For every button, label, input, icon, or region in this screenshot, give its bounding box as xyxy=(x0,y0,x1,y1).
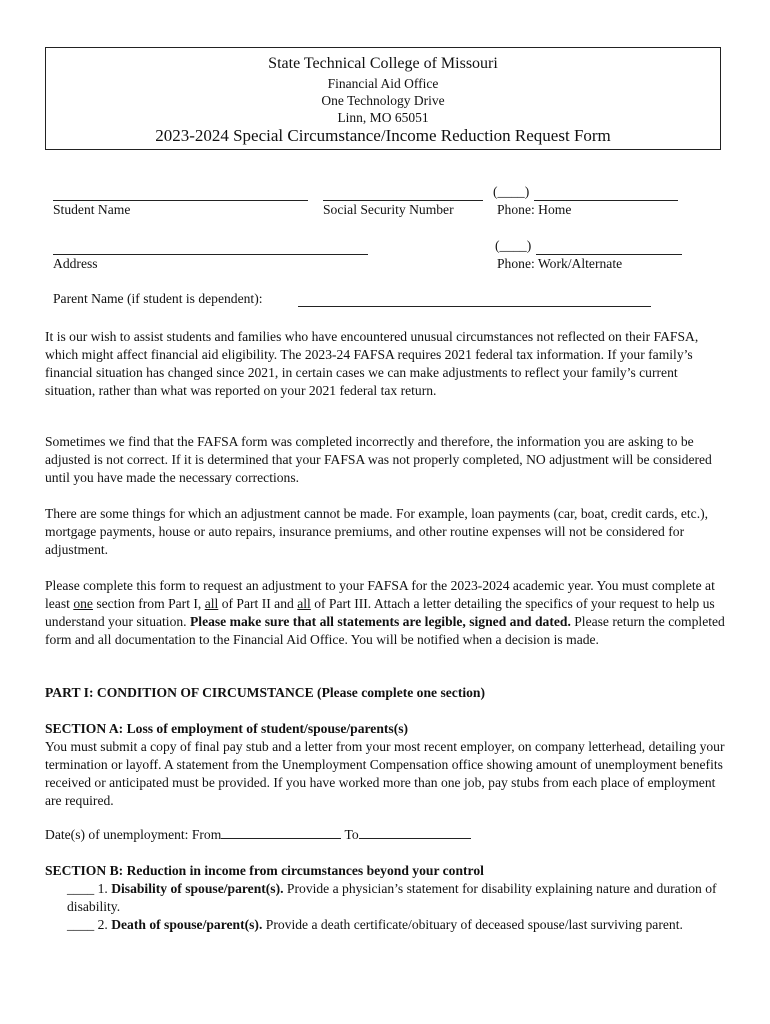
instructions-all: all xyxy=(204,596,219,611)
office-name: Financial Aid Office xyxy=(327,76,439,91)
unemployment-to-label: To xyxy=(344,827,359,842)
exclusions-paragraph: There are some things for which an adjustment cannot be made. For example, loan payments (car, boat, credit cards, etc.), mortgage payments, house or auto repairs, insurance premiums, and other routine expenses will not be considered for adjustment. xyxy=(45,506,709,557)
address-field[interactable] xyxy=(53,254,368,255)
item2-checkbox-blank[interactable]: ____ 2. xyxy=(67,917,112,932)
phone-work-label: Phone: Work/Alternate xyxy=(497,256,623,271)
phone-work-area-code: (____) xyxy=(495,238,532,253)
unemployment-dates-row xyxy=(45,826,471,843)
unemployment-to-field[interactable] xyxy=(359,826,471,839)
section-a-text: You must submit a copy of final pay stub and a letter from your most recent employer, on company letterhead, detailing your termination or layoff. A statement from the Unemployment Compensation office showing amount of unemployment benefits received or anticipated must be provided. If you have worked more than one job, pay stubs from each place of employment are required. xyxy=(45,739,725,808)
address-label: Address xyxy=(53,256,98,271)
form-title: 2023-2024 Special Circumstance/Income Reduction Request Form xyxy=(155,126,611,145)
parent-name-field[interactable] xyxy=(298,306,651,307)
ssn-field[interactable] xyxy=(323,200,483,201)
instructions-text: section from Part I, xyxy=(92,596,205,611)
college-name: State Technical College of Missouri xyxy=(268,55,498,72)
instructions-text: Please return the completed form and all documentation to the Financial Aid Office. You will be notified when a decision is made. xyxy=(45,614,725,647)
form-header xyxy=(45,47,721,150)
instructions-text: of Part III. Attach a letter detailing the specifics of your request to help us understand your situation. xyxy=(45,596,715,629)
instructions-all: all xyxy=(297,596,311,611)
student-name-label: Student Name xyxy=(53,202,131,217)
item2-title: Death of spouse/parent(s). xyxy=(111,917,263,932)
phone-home-field[interactable] xyxy=(534,200,678,201)
item1-title: Disability of spouse/parent(s). xyxy=(111,881,284,896)
section-b-item-2 xyxy=(67,916,727,934)
item1-checkbox-blank[interactable]: ____ 1. xyxy=(67,881,112,896)
item1-text: Provide a physician’s statement for disability explaining nature and duration of disability. xyxy=(67,881,717,914)
unemployment-from-field[interactable] xyxy=(221,826,341,839)
instructions-one: one xyxy=(73,596,93,611)
unemployment-from-label: Date(s) of unemployment: From xyxy=(45,827,222,842)
street-address: One Technology Drive xyxy=(321,93,445,108)
intro-paragraph: It is our wish to assist students and families who have encountered unusual circumstances not reflected on their FAFSA, which might affect financial aid eligibility. The 2023-24 FAFSA requires 2021 federal tax information. If your family’s financial situation has changed since 2021, in certain cases we can make adjustments to reflect your family’s current situation, rather than what was reported on your 2021 federal tax return. xyxy=(45,329,699,398)
student-name-field[interactable] xyxy=(53,200,308,201)
incorrect-fafsa-paragraph: Sometimes we find that the FAFSA form was completed incorrectly and therefore, the information you are asking to be adjusted is not correct. If it is determined that your FAFSA was not properly completed, NO adjustment will be considered until you have made the necessary corrections. xyxy=(45,434,712,485)
item2-text: Provide a death certificate/obituary of deceased spouse/last surviving parent. xyxy=(262,917,683,932)
phone-home-label: Phone: Home xyxy=(497,202,572,217)
section-a-heading: SECTION A: Loss of employment of student/spouse/parents(s) xyxy=(45,721,409,736)
section-b-item-1 xyxy=(67,880,727,916)
city-address: Linn, MO 65051 xyxy=(337,110,429,125)
section-b-heading: SECTION B: Reduction in income from circumstances beyond your control xyxy=(45,863,484,878)
parent-name-label: Parent Name (if student is dependent): xyxy=(53,291,263,306)
instructions-paragraph xyxy=(45,577,727,649)
phone-work-field[interactable] xyxy=(536,254,682,255)
instructions-text: Please complete this form to request an adjustment to your FAFSA for the 2023-2024 academic year. You must complete at least xyxy=(45,578,715,611)
part1-heading: PART I: CONDITION OF CIRCUMSTANCE (Please complete one section) xyxy=(45,685,486,700)
instructions-text: of Part II and xyxy=(218,596,298,611)
ssn-label: Social Security Number xyxy=(323,202,454,217)
instructions-emphasis: Please make sure that all statements are legible, signed and dated. xyxy=(189,614,571,629)
phone-home-area-code: (____) xyxy=(493,184,530,199)
